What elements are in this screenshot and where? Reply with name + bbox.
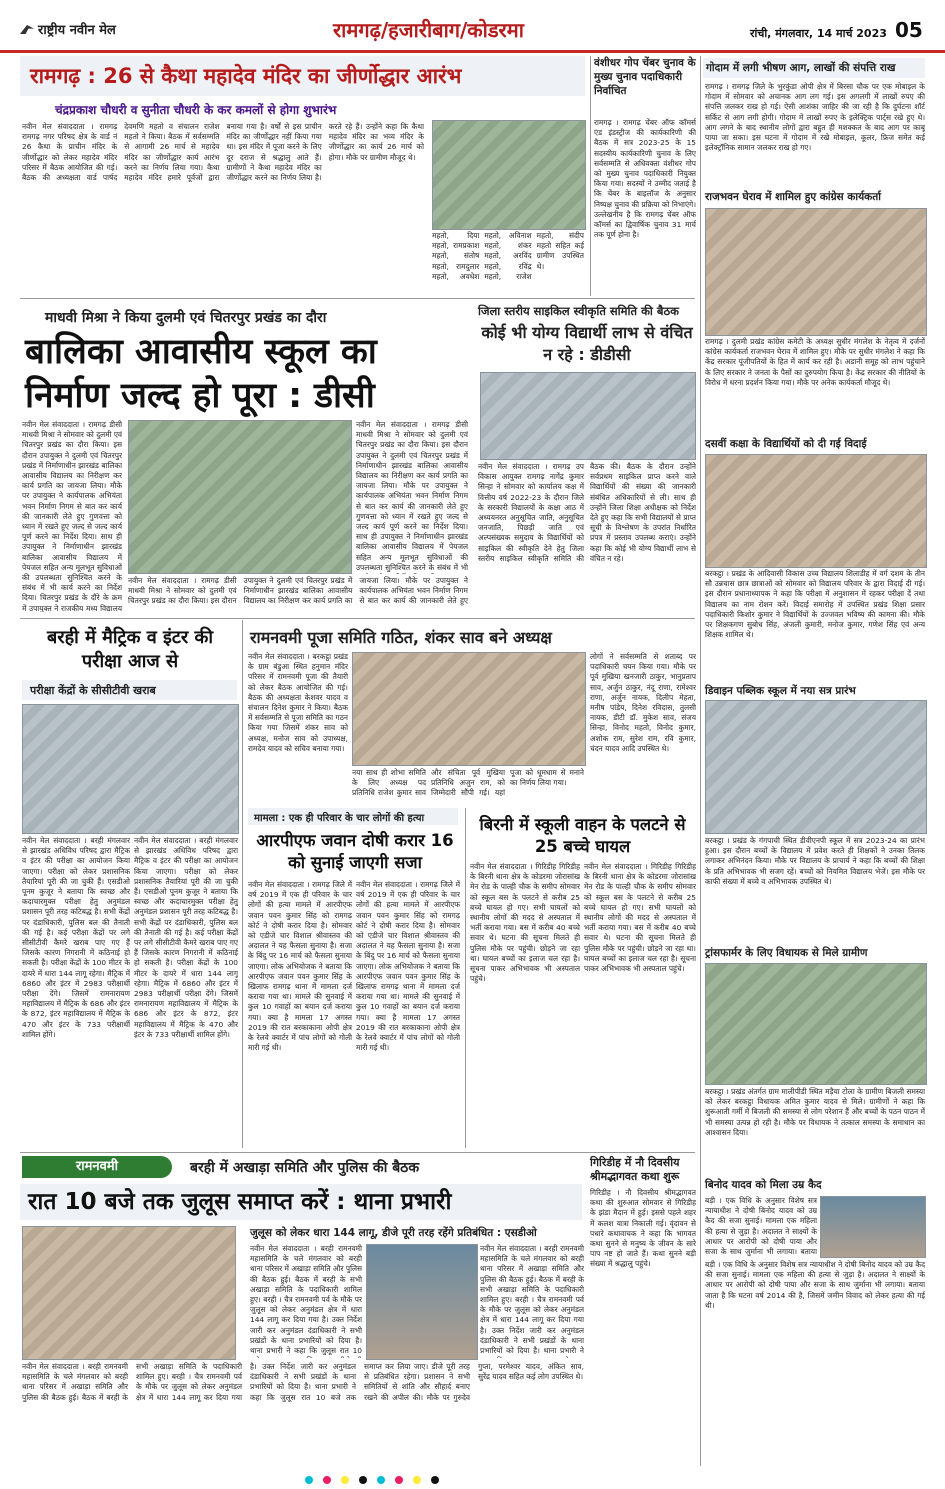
divider xyxy=(465,808,466,1148)
print-color-bar xyxy=(0,1467,945,1481)
dateline: रांची, मंगलवार, 14 मार्च 2023 xyxy=(750,27,887,40)
story4-body: रामगढ़ । दुलमी प्रखंड कांग्रेस कमेटी के अध्यक्ष सुधीर मंगलेश के नेतृत्व में दर्जनों कांग्रेस कार्यकर्ता राजभवन घेराव में शामिल हुए। मौके पर सुधीर मंगलेश ने कहा कि केंद्र सरकार पूंजीपतियों के हित में कार्य कर रही है। अडानी समूह को लाभ पहुंचाने के लिए सरकार ने जनता के पैसों का दुरुपयोग किया है। केंद्र सरकार की नीतियों के विरोध में धरना प्रदर्शन किया गया। मौके पर अनेक कार्यकर्ता मौजूद थे। xyxy=(705,337,925,387)
black-mark xyxy=(359,1476,367,1484)
divider xyxy=(20,1152,695,1153)
story1-body: नवीन मेल संवाददाता । रामगढ़ रामगढ़ नगर परिषद क्षेत्र के वार्ड नं 26 कैथा के प्राचीन मंदिर के जीर्णोद्धार को लेकर महादेव मंदिर परिसर में बैठक आयोजित की गई। बैठक की अध्यक्षता वार्ड पार्षद देवमणि महतो व संचालन राजेश महतो ने किया। बैठक में सर्वसम्मति से आगामी 26 मार्च से महादेव मंदिर का जीर्णोद्धार कार्य आरंभ करने का निर्णय लिया गया। कैथा महादेव मंदिर हमारे पूर्वजों द्वारा बनाया गया है। वर्षों से इस प्राचीन मंदिर का जीर्णोद्धार नहीं किया गया था। इस मंदिर में पूजा करने के लिए दूर दराज से श्रद्धालु आते हैं। ग्रामीणों ने कैथा महादेव मंदिर का जीर्णोद्धार करने का निर्णय लिया है। करते रहे हैं। उन्होंने कहा कि कैथा महादेव मंदिर का भव्य मंदिर के जीर्णोद्धार का कार्य 26 मार्च को होगा। मौके पर ग्रामीण मौजूद थे। xyxy=(22,122,424,183)
story5-photo xyxy=(128,420,352,574)
story14-body-col2: नवीन मेल संवाददाता । गिरिडीह गिरिडीह के बिरनी थाना क्षेत्र के कोडरमा जोरासांख मेन रोड के पाल्ही चौक के समीप सोमवार को स्कूल बस के पलटने से करीब 25 बच्चे घायल हो गए। सभी घायलों को स्थानीय लोगों की मदद से अस्पताल में भर्ती कराया गया। बस में करीब 40 बच्चे सवार थे। घटना की सूचना मिलते ही पुलिस मौके पर पहुंची। छोड़ने जा रहा था। घायल बच्चों का इलाज चल रहा है। सूचना पाकर अभिभावक भी अस्पताल पहुंचे। xyxy=(584,862,696,974)
story9-headline: ट्रांसफार्मर के लिए विधायक से मिले ग्रामीण xyxy=(705,947,868,959)
story12-caption: नया साथ ही शोभा समिति के लिए अध्यक्ष पद प्रतिनिधि राजेश कुमार साव और संचिता पूर्व मुखिया प्रतिनिधि अजुन राम, को जिम्मेदारी सौंपी गई। यहां पूजा को धूमधाम से मनाने का निर्णय लिया गया। xyxy=(352,768,584,798)
story6-photo xyxy=(480,372,696,460)
story16-photo xyxy=(22,1226,236,1360)
story7-headline: दसवीं कक्षा के विद्यार्थियों को दी गई विदाई xyxy=(705,438,867,450)
story16-body-cont: नवीन मेल संवाददाता । बरही रामनवमी महासमिति के चले मंगलवार को बरही थाना परिसर में अखाड़ा समिति और पुलिस की बैठक हुई। बैठक में बरही के सभी अखाड़ा समिति के पदाधिकारी शामिल हुए। बरही । चैत्र रामनवमी पर्व के मौके पर जुलूस को लेकर अनुमंडल क्षेत्र में धारा 144 लागू कर दिया गया है। उक्त निर्देश जारी कर अनुमंडल दंडाधिकारी ने सभी प्रखंडों के थाना प्रभारियों को दिया है। थाना प्रभारी ने कहा कि जुलूस रात 10 बजे तक समाप्त कर लिया जाए। डीजे पूरी तरह से प्रतिबंधित रहेगा। प्रशासन ने सभी समितियों से शांति और सौहार्द बनाए रखने की अपील की। मौके पर गुरुदेव गुप्ता, परमेश्वर यादव, अंकित साव, सुरेंद्र यादव सहित कई लोग उपस्थित थे। xyxy=(22,1362,584,1402)
section-tag: रामनवमी xyxy=(22,1156,172,1178)
story8-headline: डिवाइन पब्लिक स्कूल में नया सत्र प्रारंभ xyxy=(705,685,856,697)
story1-headline: रामगढ़ : 26 से कैथा महादेव मंदिर का जीर्णोद्धार आरंभ xyxy=(30,64,462,88)
story6-body: नवीन मेल संवाददाता । रामगढ़ उप विकास आयुक्त रामगढ़ नागेंद्र कुमार सिन्हा ने सोमवार को कार्यालय कक्ष में वित्तीय वर्ष 2022-23 के दौरान जिले के सरकारी विद्यालयों के कक्षा आठ में अध्ययनरत अनुसूचित जाति, अनुसूचित जनजाति, पिछड़ी जाति एवं अल्पसंख्यक समुदाय के विद्यार्थियों को साइकिल की स्वीकृति देने हेतु जिला स्तरीय साइकिल स्वीकृति समिति की बैठक की। बैठक के दौरान उन्होंने सर्वप्रथम साइकिल प्राप्त करने वाले विद्यार्थियों की संख्या की जानकारी संबंधित अधिकारियों से ली। साथ ही उन्होंने जिला शिक्षा अधीक्षक को निर्देश देते हुए कहा कि सभी विद्यालयों से प्राप्त सूची के विश्लेषण के उपरांत निर्धारित प्रपत्र में प्रस्ताव उपलब्ध कराएं। उन्होंने कहा कि कोई भी योग्य विद्यार्थी लाभ से वंचित न रहे। xyxy=(478,462,696,563)
story6-headline: कोई भी योग्य विद्यार्थी लाभ से वंचित न रहे : डीडीसी xyxy=(481,323,693,364)
story3-headline: गोदाम में लगी भीषण आग, लाखों की संपत्ति राख xyxy=(706,62,896,74)
story4-photo xyxy=(705,208,927,336)
story5-body-col3: नवीन मेल संवाददाता । रामगढ़ डीसी माधवी मिश्रा ने सोमवार को दुलमी एवं चितरपुर प्रखंड का दौरा किया। इस दौरान उपायुक्त ने दुलमी एवं चितरपुर प्रखंड में निर्माणाधीन झारखंड बालिका आवासीय विद्यालय का निरीक्षण कर कार्य प्रगति का जायजा लिया। मौके पर उपायुक्त ने कार्यपालक अभियंता भवन निर्माण निगम से बात कर कार्य की जानकारी लेते हुए गुणवत्ता को ध्यान में रखते हुए जल्द से जल्द कार्य पूर्ण करने का निर्देश दिया। साथ ही उपायुक्त ने निर्माणाधीन झारखंड बालिका आवासीय विद्यालय में पेयजल सहित अन्य मूलभूत सुविधाओं की उपलब्धता सुनिश्चित करने के संबंध में भी xyxy=(356,420,468,572)
story11-body-col2: नवीन मेल संवाददाता । बरही मंगलवार से झारखंड अधिविध परिषद द्वारा मैट्रिक व इंटर की परीक्षा का आयोजन किया जाएगा। परीक्षा को लेकर प्रशासनिक तैयारियां पूरी की जा चुकी हैं। एसडीओ पूनम कुजूर ने बताया कि स्वच्छ और कदाचारमुक्त परीक्षा हेतु अनुमंडल प्रशासन पूरी तरह कटिबद्ध है। सभी केंद्रों पर दंडाधिकारी, पुलिस बल की तैनाती की गई है। कई परीक्षा केंद्रों पर लगे सीसीटीवी कैमरे खराब पाए गए हैं जिसके कारण निगरानी में कठिनाई हो सकती है। परीक्षा केंद्रों के 100 मीटर के दायरे में धारा 144 लागू रहेगा। मैट्रिक में 6860 और इंटर में 2983 परीक्षार्थी परीक्षा देंगे। जिसमें रामनारायण महाविद्यालय में मैट्रिक के 686 और इंटर के 872, इंटर महाविद्यालय में मैट्रिक के 470 और इंटर के 733 परीक्षार्थी शामिल होंगे। xyxy=(134,836,238,1039)
story12-photo xyxy=(352,652,586,766)
story14-headline: बिरनी में स्कूली वाहन के पलटने से 25 बच्चे घायल xyxy=(479,815,686,856)
story15-body: गिरिडीह । नौ दिवसीय श्रीमद्भागवत कथा की शुरुआत सोमवार से गिरिडीह के झंडा मैदान में हुई। इससे पहले शहर में कलश यात्रा निकाली गई। वृंदावन से पधारे कथावाचक ने कहा कि भागवत कथा सुनने से मनुष्य के जीवन के सारे पाप नष्ट हो जाते हैं। कथा सुनने बड़ी संख्या में श्रद्धालु पहुंचे। xyxy=(590,1188,696,1269)
cyan-mark xyxy=(305,1476,313,1484)
story2-headline: वंशीधर गोप चेंबर चुनाव के मुख्य चुनाव पदाधिकारी निर्वाचित xyxy=(594,57,696,97)
story11-subhead: परीक्षा केंद्रों के सीसीटीवी खराब xyxy=(30,684,156,697)
story5-prehead: माधवी मिश्रा ने किया दुलमी एवं चितरपुर प्रखंड का दौरा xyxy=(45,310,327,326)
divider xyxy=(20,618,695,619)
story2-body: रामगढ़ । रामगढ़ चेंबर ऑफ कॉमर्स एंड इंडस्ट्रीज की कार्यकारिणी की बैठक में सत्र 2023-25 के 15 सदस्यीय कार्यकारिणी चुनाव के लिए सर्वसम्मति से अधिवक्ता वंशीधर गोप को मुख्य चुनाव पदाधिकारी नियुक्त किया गया। सदस्यों ने उम्मीद जताई है कि चेंबर के बाइलॉज के अनुसार निष्पक्ष चुनाव की प्रक्रिया को निभाएंगे। उल्लेखनीय है कि रामगढ़ चेंबर ऑफ कॉमर्स का द्विवार्षिक चुनाव 31 मार्च तक पूर्ण होना है। xyxy=(594,118,696,240)
story16-headline: रात 10 बजे तक जुलूस समाप्त करें : थाना प्रभारी xyxy=(28,1189,452,1215)
story9-photo xyxy=(705,963,927,1085)
story8-body: बरकट्ठा । प्रखंड के गंगपाची स्थित डीवीएनपी स्कूल में सत्र 2023-24 का प्रारंभ हुआ। इस दौरान बच्चों के विद्यालय में प्रवेश करते ही शिक्षकों ने उनका तिलक लगाकर अभिनंदन किया। मौके पर विद्यालय के प्राचार्य ने कहा कि बच्चों की शिक्षा के प्रति अभिभावक भी सजग रहें। बच्चों को नियमित विद्यालय भेजें। इस मौके पर काफी संख्या में बच्चे व अभिभावक उपस्थित थे। xyxy=(705,836,925,886)
black-mark xyxy=(431,1476,439,1484)
masthead xyxy=(0,0,945,53)
bird-icon xyxy=(20,25,34,34)
story5-headline: बालिका आवासीय स्कूल का निर्माण जल्द हो पूरा : डीसी xyxy=(25,332,377,416)
story13-headline: आरपीएफ जवान दोषी करार 16 को सुनाई जाएगी सजा xyxy=(256,831,454,872)
story16-body-col1: नवीन मेल संवाददाता । बरही रामनवमी महासमिति के चले मंगलवार को बरही थाना परिसर में अखाड़ा समिति और पुलिस की बैठक हुई। बैठक में बरही के सभी अखाड़ा समिति के पदाधिकारी शामिल हुए। बरही । चैत्र रामनवमी पर्व के मौके पर जुलूस को लेकर अनुमंडल क्षेत्र में धारा 144 लागू कर दिया गया है। उक्त निर्देश जारी कर अनुमंडल दंडाधिकारी ने सभी प्रखंडों के थाना प्रभारियों को दिया है। थाना प्रभारी ने कहा कि जुलूस रात 10 xyxy=(250,1244,362,1356)
edition-title: रामगढ़/हजारीबाग/कोडरमा xyxy=(333,18,524,42)
divider xyxy=(700,56,701,1466)
story7-body: बरकट्ठा । प्रखंड के आदिवासी विकास उच्च विद्यालय शिलाडीह में वर्ग दशम के तीन सौ उन्नचास छात्र छात्राओं को सोमवार को विद्यालय परिवार के द्वारा विदाई दी गई। इस दौरान प्रधानाध्यापक ने कहा कि परीक्षा में अनुशासन में रहकर परीक्षा दें तथा विद्यालय का नाम रोशन करें। विदाई समारोह में उपस्थित प्रखंड शिक्षा प्रसार पदाधिकारी किशोर कुमार ने विद्यार्थियों के उज्जवल भविष्य की कामना की। मौके पर शिक्षकगण सुबोध सिंह, अंजली कुमारी, मनोज कुमार, गणेश सिंह एवं अन्य शिक्षक शामिल थे। xyxy=(705,569,925,640)
story5-body-col1: नवीन मेल संवाददाता । रामगढ़ डीसी माधवी मिश्रा ने सोमवार को दुलमी एवं चितरपुर प्रखंड का दौरा किया। इस दौरान उपायुक्त ने दुलमी एवं चितरपुर प्रखंड में निर्माणाधीन झारखंड बालिका आवासीय विद्यालय का निरीक्षण कर कार्य प्रगति का जायजा लिया। मौके पर उपायुक्त ने कार्यपालक अभियंता भवन निर्माण निगम से बात कर कार्य की जानकारी लेते हुए गुणवत्ता को ध्यान में रखते हुए जल्द से जल्द कार्य पूर्ण करने का निर्देश दिया। साथ ही उपायुक्त ने निर्माणाधीन झारखंड बालिका आवासीय विद्यालय में पेयजल सहित अन्य मूलभूत सुविधाओं की उपलब्धता सुनिश्चित करने के संबंध में भी कार्य करने का निर्देश दिया। चितरपुर प्रखंड के दौरे के क्रम में उपायुक्त ने राजकीय मध्य विद्यालय xyxy=(22,420,122,612)
story10-portrait xyxy=(820,1196,926,1258)
story9-body: बरकट्ठा । प्रखंड अंतर्गत ग्राम मालीपीडी स्थित मड़ैया टोला के ग्रामीण बिजली समस्या को लेकर बरकट्ठा विधायक अमित कुमार यादव से मिले। ग्रामीणों ने कहा कि शुरूआती गर्मी में बिजली की समस्या से लोग परेशान हैं और बच्चों के पठन पाठन में भी समस्या उत्पन्न हो रही है। मौके पर विधायक ने तत्काल समस्या के समाधान का आश्वासन दिया। xyxy=(705,1087,925,1137)
story16-prehead: बरही में अखाड़ा समिति और पुलिस की बैठक xyxy=(190,1160,420,1176)
story13-prehead: मामला : एक ही परिवार के चार लोगों की हत्या xyxy=(254,813,425,824)
story10-headline: बिनोद यादव को मिला उम्र कैद xyxy=(705,1179,822,1191)
story14-body-col1: नवीन मेल संवाददाता । गिरिडीह गिरिडीह के बिरनी थाना क्षेत्र के कोडरमा जोरासांख मेन रोड के पाल्ही चौक के समीप सोमवार को स्कूल बस के पलटने से करीब 25 बच्चे घायल हो गए। सभी घायलों को स्थानीय लोगों की मदद से अस्पताल में भर्ती कराया गया। बस में करीब 40 बच्चे सवार थे। घटना की सूचना मिलते ही पुलिस मौके पर पहुंची। छोड़ने जा रहा था। घायल बच्चों का इलाज चल रहा है। सूचना पाकर अभिभावक भी अस्पताल पहुंचे। xyxy=(470,862,580,984)
newspaper-logo xyxy=(20,20,116,38)
story1-caption: महतो, दिया महतो, रामप्रकाश महतो, संतोष महतो, रामदुलार महतो, अवधेश महतो, अविनाश महतो, शंकर महतो, अरविंद महतो, रविंद्र महतो, राजेश महतो, संदीप महतो सहित कई ग्रामीण उपस्थित थे। xyxy=(432,231,584,281)
logo-text: राष्ट्रीय नवीन मेल xyxy=(38,23,116,38)
story12-body-right: लोगों ने सर्वसम्मति से शताब्द पर पदाधिकारी चयन किया गया। मौके पर पूर्व मुखिया खनजारी ठाकुर, भानुप्रताप साव, अर्जुन ठाकुर, नंदू राणा, रामेश्वर राणा, अर्जुन नायक, दिलीप मेहता, मनीष पांडेय, दिनेश रविदास, तुलसी नायक, डीटी डॉ. मुकेश साव, संजय सिन्हा, विनोद महतो, विनोद कुमार, अशोक राम, सुरेश राम, रवि कुमार, चंदन यादव आदि उपस्थित थे। xyxy=(590,652,696,753)
story5-body-cont: नवीन मेल संवाददाता । रामगढ़ डीसी माधवी मिश्रा ने सोमवार को दुलमी एवं चितरपुर प्रखंड का दौरा किया। इस दौरान उपायुक्त ने दुलमी एवं चितरपुर प्रखंड में निर्माणाधीन झारखंड बालिका आवासीय विद्यालय का निरीक्षण कर कार्य प्रगति का जायजा लिया। मौके पर उपायुक्त ने कार्यपालक अभियंता भवन निर्माण निगम से बात कर कार्य की जानकारी लेते हुए xyxy=(128,576,468,606)
story11-headline: बरही में मैट्रिक व इंटर की परीक्षा आज से xyxy=(46,627,214,672)
story12-body: नवीन मेल संवाददाता । बरकट्ठा प्रखंड के ग्राम बंडुआ स्थित हनुमान मंदिर परिसर में रामनवमी पूजा की तैयारी को लेकर बैठक आयोजित की गई। बैठक की अध्यक्षता केशवर यादव व संचालन दिनेश कुमार ने किया। बैठक में सर्वसम्मति से पूजा समिति का गठन किया गया जिसमें शंकर साव को अध्यक्ष, मनोज साव को उपाध्यक्ष, रामदेव यादव को सचिव बनाया गया। xyxy=(248,652,348,753)
story1-photo xyxy=(432,120,586,230)
story6-prehead: जिला स्तरीय साइकिल स्वीकृति समिति की बैठक xyxy=(478,304,679,318)
magenta-mark xyxy=(395,1476,403,1484)
story10-body: बड़ी । एक विधि के अनुसार विशेष सत्र न्यायाधीश ने दोषी बिनोद यादव को उम्र कैद की सजा सुनाई। मामला एक महिला की हत्या से जुड़ा है। अदालत ने साक्ष्यों के आधार पर आरोपी को दोषी पाया और सजा के साथ जुर्माना भी लगाया। बताया xyxy=(705,1196,817,1256)
divider xyxy=(20,298,695,299)
story16-body-col3: नवीन मेल संवाददाता । बरही रामनवमी महासमिति के चले मंगलवार को बरही थाना परिसर में अखाड़ा समिति और पुलिस की बैठक हुई। बैठक में बरही के सभी अखाड़ा समिति के पदाधिकारी शामिल हुए। बरही । चैत्र रामनवमी पर्व के मौके पर जुलूस को लेकर अनुमंडल क्षेत्र में धारा 144 लागू कर दिया गया है। उक्त निर्देश जारी कर अनुमंडल दंडाधिकारी ने सभी प्रखंडों के थाना प्रभारियों को दिया है। थाना प्रभारी ने xyxy=(480,1244,584,1356)
divider xyxy=(590,56,591,296)
story15-headline: गिरिडीह में नौ दिवसीय श्रीमद्भागवत कथा शुरू xyxy=(590,1156,680,1183)
story11-photo xyxy=(22,704,239,834)
story1-subhead: चंद्रप्रकाश चौधरी व सुनीता चौधरी के कर कमलों से होगा शुभारंभ xyxy=(55,103,337,117)
story4-headline: राजभवन घेराव में शामिल हुए कांग्रेस कार्यकर्ता xyxy=(705,191,881,203)
story16-subhead: जुलूस को लेकर धारा 144 लागू, डीजे पूरी तरह रहेंगे प्रतिबंधित : एसडीओ xyxy=(250,1227,537,1239)
page-number: 05 xyxy=(895,18,923,42)
story10-body-cont: बड़ी । एक विधि के अनुसार विशेष सत्र न्यायाधीश ने दोषी बिनोद यादव को उम्र कैद की सजा सुनाई। मामला एक महिला की हत्या से जुड़ा है। अदालत ने साक्ष्यों के आधार पर आरोपी को दोषी पाया और सजा के साथ जुर्माना भी लगाया। बताया जाता है कि घटना वर्ष 2014 की है, जिसमें जमीन विवाद को लेकर हत्या की गई थी। xyxy=(705,1260,925,1310)
yellow-mark xyxy=(413,1476,421,1484)
story12-headline: रामनवमी पूजा समिति गठित, शंकर साव बने अध्यक्ष xyxy=(250,628,552,647)
story13-body-col2: नवीन मेल संवाददाता । रामगढ़ जिले में वर्ष 2019 में एक ही परिवार के चार लोगों की हत्या मामले में आरपीएफ जवान पवन कुमार सिंह को रामगढ़ कोर्ट ने दोषी करार दिया है। सोमवार को एडीजे चार विशाल श्रीवास्तव की अदालत ने यह फैसला सुनाया है। सजा के बिंदु पर 16 मार्च को फैसला सुनाया जाएगा। लोक अभियोजक ने बताया कि आरपीएफ जवान पवन कुमार सिंह के खिलाफ रामगढ़ थाना में मामला दर्ज कराया गया था। मामले की सुनवाई में कुल 10 गवाहों का बयान दर्ज कराया गया। क्या है मामला 17 अगस्त 2019 की रात बरकाकाना ओपी क्षेत्र के रेलवे क्वार्टर में पांच लोगों को गोली मारी गई थी। xyxy=(356,880,460,1053)
story3-body: रामगढ़ । रामगढ़ जिले के भुरकुंडा ओपी क्षेत्र में बिरसा चौक पर एक मोबाइल के गोदाम में सोमवार को अचानक आग लग गई। इस अगलगी में लाखों रुपए की संपत्ति जलकर राख हो गई। ऐसी आशंका जाहिर की जा रही है कि दुर्घटना शॉर्ट सर्किट से आग लगी होगी। गोदाम में लाखों रुपए के इलेक्ट्रिक पार्ट्स रखे हुए थे। आग लगने के बाद स्थानीय लोगों द्वारा बहुत ही मशक्कत के बाद आग पर काबू पाया जा सका। इस घटना में गोदाम में रखे मोबाइल, कूलर, फ्रिज समेत कई इलेक्ट्रॉनिक सामान जलकर राख हो गए। xyxy=(705,82,925,153)
story11-body-col1: नवीन मेल संवाददाता । बरही मंगलवार से झारखंड अधिविध परिषद द्वारा मैट्रिक व इंटर की परीक्षा का आयोजन किया जाएगा। परीक्षा को लेकर प्रशासनिक तैयारियां पूरी की जा चुकी हैं। एसडीओ पूनम कुजूर ने बताया कि स्वच्छ और कदाचारमुक्त परीक्षा हेतु अनुमंडल प्रशासन पूरी तरह कटिबद्ध है। सभी केंद्रों पर दंडाधिकारी, पुलिस बल की तैनाती की गई है। कई परीक्षा केंद्रों पर लगे सीसीटीवी कैमरे खराब पाए गए हैं जिसके कारण निगरानी में कठिनाई हो सकती है। परीक्षा केंद्रों के 100 मीटर के दायरे में धारा 144 लागू रहेगा। मैट्रिक में 6860 और इंटर में 2983 परीक्षार्थी परीक्षा देंगे। जिसमें रामनारायण महाविद्यालय में मैट्रिक के 686 और इंटर के 872, इंटर महाविद्यालय में मैट्रिक के 470 और इंटर के 733 परीक्षार्थी शामिल होंगे। xyxy=(22,836,130,1039)
story8-photo xyxy=(705,700,927,834)
yellow-mark xyxy=(341,1476,349,1484)
story7-photo xyxy=(705,454,927,568)
story13-body-col1: नवीन मेल संवाददाता । रामगढ़ जिले में वर्ष 2019 में एक ही परिवार के चार लोगों की हत्या मामले में आरपीएफ जवान पवन कुमार सिंह को रामगढ़ कोर्ट ने दोषी करार दिया है। सोमवार को एडीजे चार विशाल श्रीवास्तव की अदालत ने यह फैसला सुनाया है। सजा के बिंदु पर 16 मार्च को फैसला सुनाया जाएगा। लोक अभियोजक ने बताया कि आरपीएफ जवान पवन कुमार सिंह के खिलाफ रामगढ़ थाना में मामला दर्ज कराया गया था। मामले की सुनवाई में कुल 10 गवाहों का बयान दर्ज कराया गया। क्या है मामला 17 अगस्त 2019 की रात बरकाकाना ओपी क्षेत्र के रेलवे क्वार्टर में पांच लोगों को गोली मारी गई थी। xyxy=(248,880,352,1053)
cyan-mark xyxy=(377,1476,385,1484)
divider xyxy=(242,620,243,1148)
magenta-mark xyxy=(323,1476,331,1484)
story16-portrait xyxy=(366,1244,478,1360)
